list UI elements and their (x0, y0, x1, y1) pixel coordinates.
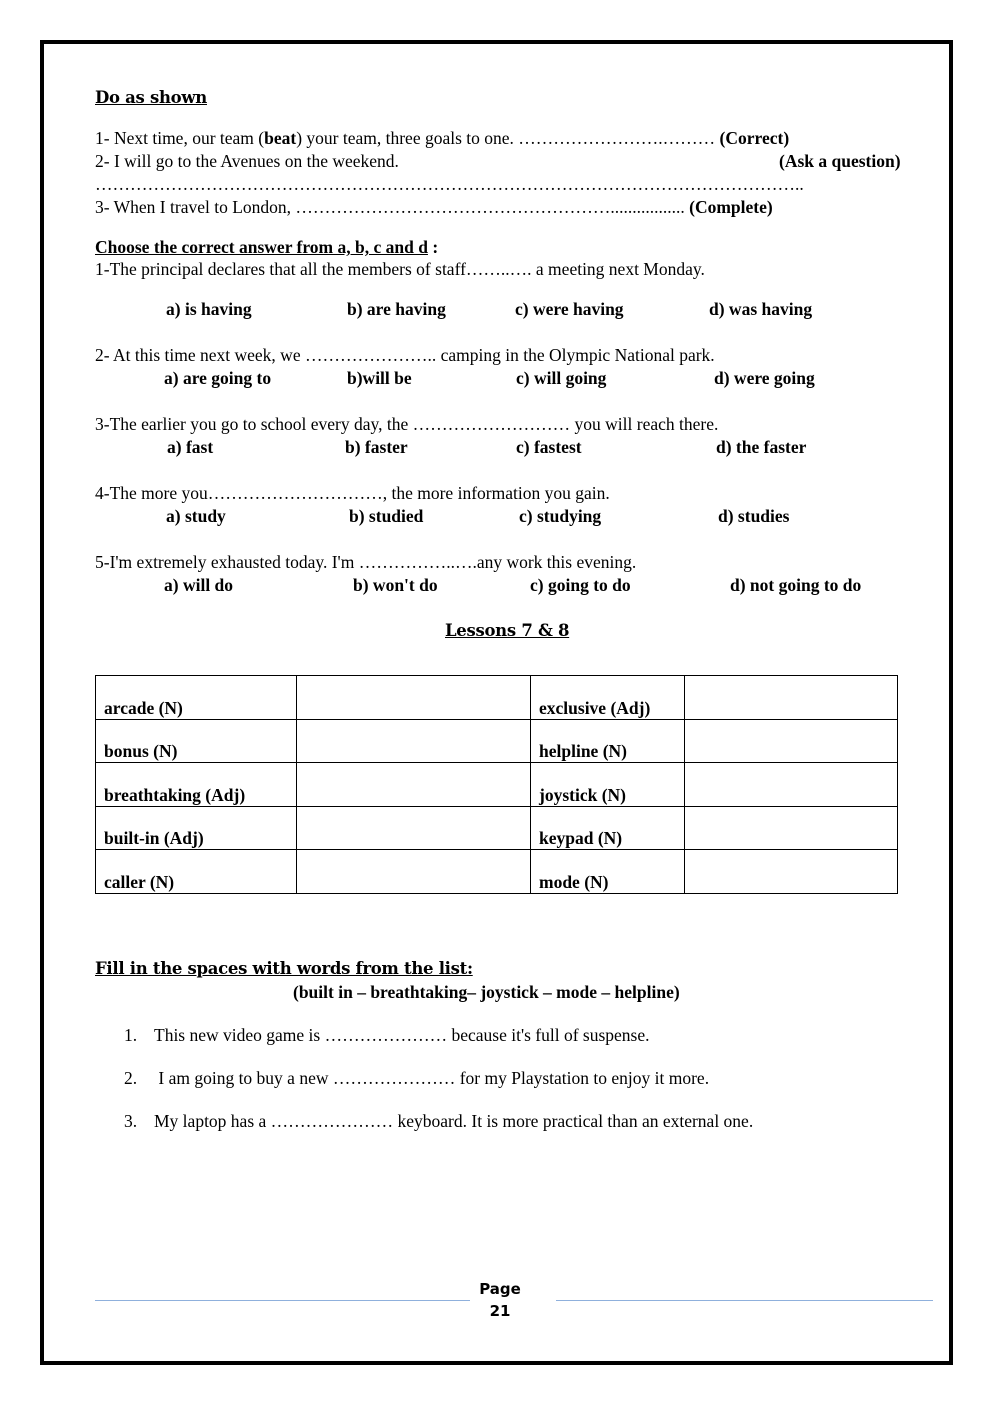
q1-verb: beat (264, 128, 297, 148)
vocab-blank (297, 806, 531, 850)
mcq-question-3: 3-The earlier you go to school every day, the ……………………… you will reach there. (95, 414, 719, 434)
table-row (96, 806, 898, 850)
mcq-question-2: 2- At this time next week, we ………………….. camping in the Olympic National park. (95, 345, 715, 365)
vocabulary-table (95, 675, 898, 894)
q2-answer-line: ………………………………………………………………………………………………………….. (95, 174, 804, 194)
choose-title-colon: : (427, 237, 439, 257)
fill-sentence: My laptop has a ………………… keyboard. It is more practical than an external one. (154, 1111, 754, 1131)
page-number: 21 (489, 1302, 511, 1320)
mcq-option: d) was having (709, 299, 813, 319)
mcq-option: d) not going to do (730, 575, 862, 595)
table-row (96, 719, 898, 763)
mcq-option: b) studied (349, 506, 424, 526)
q3-instruction: (Complete) (689, 197, 773, 217)
vocab-blank (297, 763, 531, 807)
q1-instruction: (Correct) (719, 128, 790, 148)
section-heading-do-as-shown: Do as shown (95, 88, 207, 107)
vocab-blank (685, 850, 898, 894)
mcq-option: c) going to do (530, 575, 631, 595)
section-heading-fill: Fill in the spaces with words from the list: (95, 959, 473, 978)
table-row (96, 763, 898, 807)
vocab-blank (297, 719, 531, 763)
choose-title: Choose the correct answer from a, b, c and d (95, 237, 428, 257)
q3-text: 3- When I travel to London, ………………………………………………................. (95, 197, 685, 217)
vocab-word: exclusive (Adj) (531, 676, 685, 720)
table-row (96, 676, 898, 720)
q2-instruction: (Ask a question) (779, 151, 901, 171)
question-1 (95, 128, 789, 148)
mcq-option: a) are going to (164, 368, 272, 388)
mcq-option: d) the faster (716, 437, 807, 457)
vocab-word: built-in (Adj) (96, 806, 297, 850)
mcq-option: c) will going (516, 368, 607, 388)
vocab-word: arcade (N) (96, 676, 297, 720)
mcq-option: a) is having (166, 299, 252, 319)
mcq-option: a) study (166, 506, 226, 526)
mcq-option: c) fastest (516, 437, 582, 457)
mcq-option: a) fast (167, 437, 214, 457)
mcq-question-5: 5-I'm extremely exhausted today. I'm ……………..….any work this evening. (95, 552, 637, 572)
mcq-question-1: 1-The principal declares that all the members of staff……..…. a meeting next Monday. (95, 259, 705, 279)
mcq-question-4: 4-The more you…………………………, the more information you gain. (95, 483, 610, 503)
fill-sentence: This new video game is ………………… because it's full of suspense. (154, 1025, 650, 1045)
mcq-option: b) won't do (353, 575, 438, 595)
footer-divider-left (95, 1300, 470, 1301)
vocab-word: keypad (N) (531, 806, 685, 850)
mcq-option: b) faster (345, 437, 408, 457)
mcq-option: a) will do (164, 575, 234, 595)
page-label: Page (479, 1280, 521, 1298)
vocab-blank (297, 676, 531, 720)
vocab-word: bonus (N) (96, 719, 297, 763)
fill-number: 2. (124, 1068, 138, 1088)
mcq-option: b) are having (347, 299, 446, 319)
vocab-word: helpline (N) (531, 719, 685, 763)
mcq-option: c) studying (519, 506, 602, 526)
vocab-word: joystick (N) (531, 763, 685, 807)
mcq-option: c) were having (515, 299, 624, 319)
vocab-word: mode (N) (531, 850, 685, 894)
fill-number: 3. (124, 1111, 138, 1131)
vocab-word: breathtaking (Adj) (96, 763, 297, 807)
vocab-blank (685, 676, 898, 720)
question-2: 2- I will go to the Avenues on the weekend. (95, 151, 399, 171)
vocab-blank (685, 719, 898, 763)
vocab-blank (297, 850, 531, 894)
vocab-blank (685, 806, 898, 850)
footer-divider-right (556, 1300, 933, 1301)
table-row (96, 850, 898, 894)
section-heading-choose (95, 237, 438, 257)
mcq-option: d) studies (718, 506, 790, 526)
mcq-option: b)will be (347, 368, 412, 388)
question-3 (95, 197, 773, 217)
fill-sentence: I am going to buy a new ………………… for my Playstation to enjoy it more. (154, 1068, 710, 1088)
mcq-option: d) were going (714, 368, 815, 388)
q1-text-end: ) your team, three goals to one. …………………….……… (296, 128, 720, 148)
q1-text: 1- Next time, our team ( (95, 128, 265, 148)
vocab-blank (685, 763, 898, 807)
vocab-word: caller (N) (96, 850, 297, 894)
section-heading-lessons: Lessons 7 & 8 (445, 621, 570, 640)
word-list: (built in – breathtaking– joystick – mode – helpline) (293, 982, 680, 1002)
fill-number: 1. (124, 1025, 138, 1045)
